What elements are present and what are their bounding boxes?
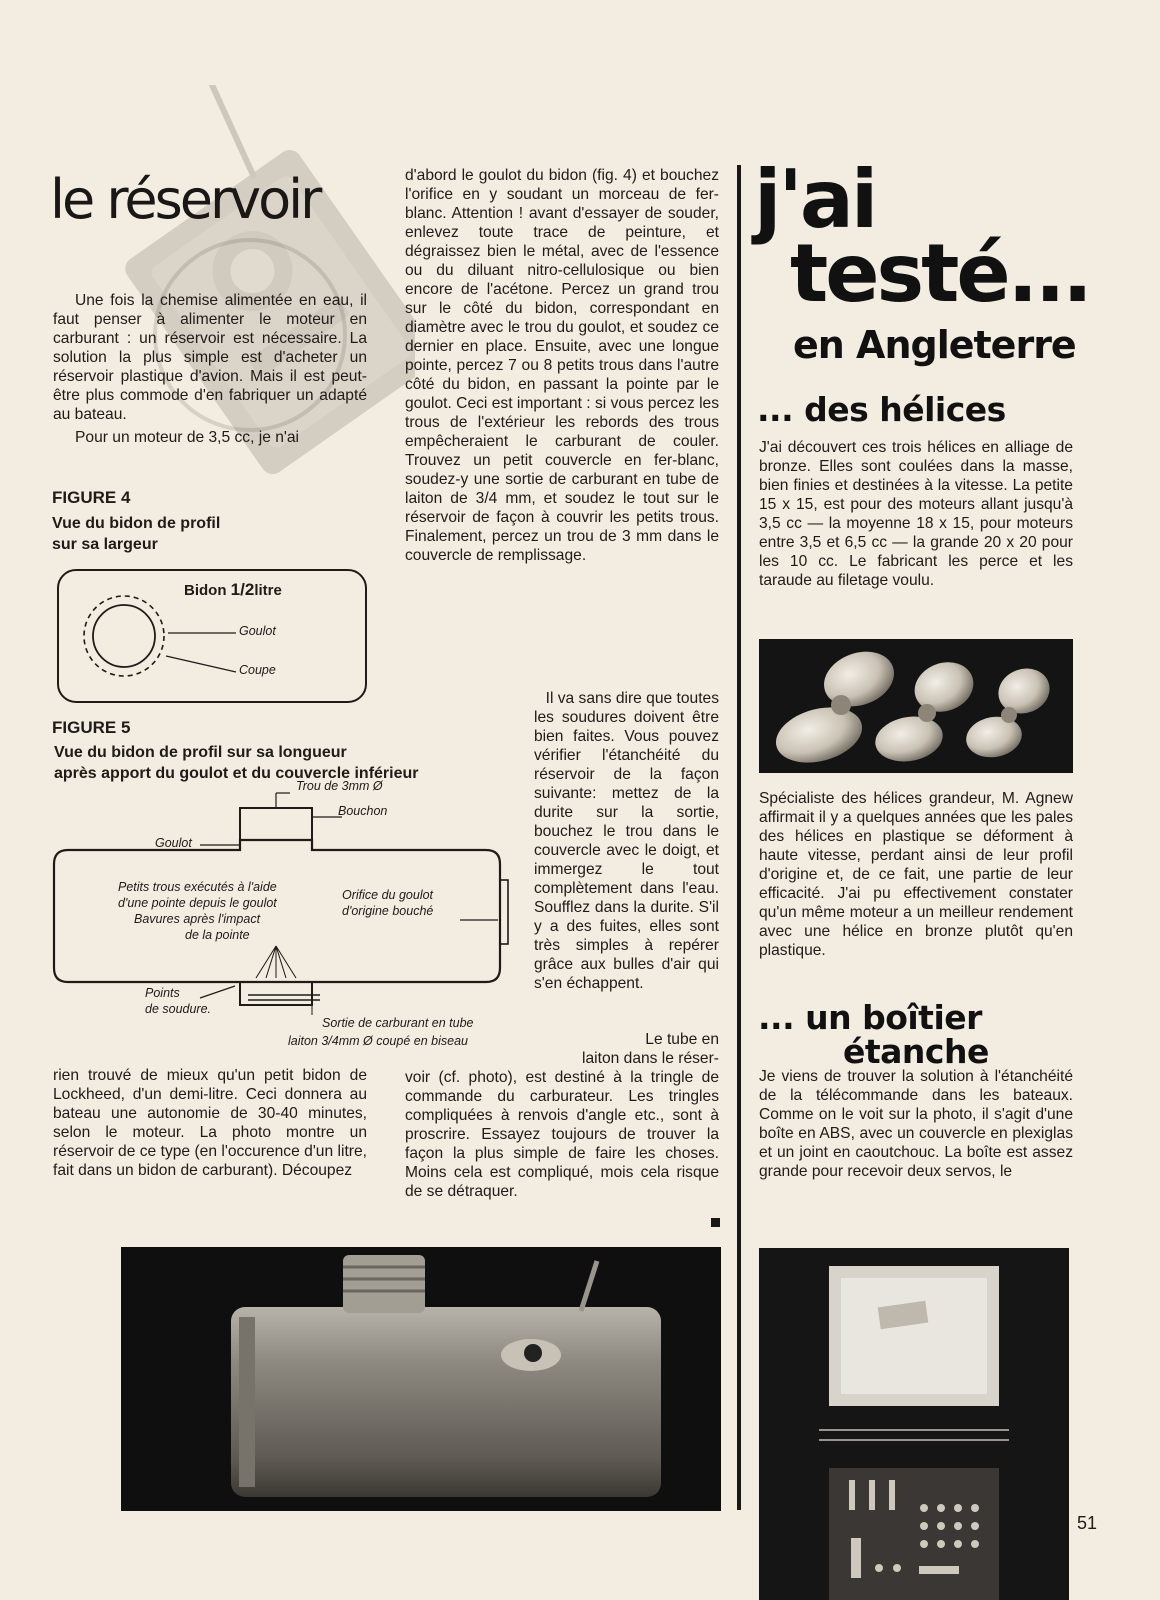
- figure-5-label: FIGURE 5: [52, 718, 131, 737]
- helices-paragraph: J'ai découvert ces trois hélices en alliage de bronze. Elles sont coulées dans la masse, bien finies et destinées à la vitesse. La petite 15 x 15, est pour des moteurs allant jusqu'à 3,5 cc — la moyenne 18 x 15, pour moteurs entre 3,5 et 6,5 cc — la grande 20 x 20 pour les 10 cc. Le fabricant les perce et les taraude au filetage voulu.: [759, 439, 1073, 589]
- headline-en-angleterre: en Angleterre: [793, 323, 1076, 367]
- tank-photo: [121, 1247, 721, 1511]
- middle-paragraph-3-narrow: laiton dans le réser-: [582, 1050, 719, 1067]
- agnew-paragraph: Spécialiste des hélices grandeur, M. Agnew affirmait il y a quelques années que les pales des hélices en plastique se déforment à haute vitesse, perdant ainsi de leur profil d'origine et, de ce fait, une partie de leur efficacité. J'ai pu effectivement constater qu'un même moteur a un meilleur rendement avec une hélice en bronze plutôt qu'en plastique.: [759, 790, 1073, 959]
- boitier-paragraph: Je viens de trouver la solution à l'étanchéité de la télécommande dans les bateaux. Comme on le voit sur la photo, il s'agit d'une boîte en ABS, avec un couvercle en plexiglas et un joint en caoutchouc. La boîte est assez grande pour recevoir deux servos, le: [759, 1068, 1073, 1180]
- intro-paragraph-2: Pour un moteur de 3,5 cc, je n'ai: [75, 429, 300, 446]
- article-title: le réservoir: [50, 168, 320, 231]
- figure-5-goulot-label: Goulot: [155, 836, 192, 850]
- figure-5-bavures-1: Bavures après l'impact: [134, 912, 261, 926]
- figure-5-trou-label: Trou de 3mm Ø: [296, 779, 383, 793]
- figure-4-label: FIGURE 4: [52, 488, 131, 507]
- propellers-photo: [759, 639, 1073, 773]
- middle-paragraph-2: les soudures doivent être bien faites. Vous pouvez vérifier l'étanchéité du réservoir de la façon suivante: mettez de la durite sur la sortie, bouchez le trou dans le couvercle avec le doigt, et immergez le tout complètement dans l'eau. Soufflez dans la durite. S'il y a des fuites, elles sont très simples à repérer grâce aux bulles d'air qui s'en échappent.: [534, 709, 719, 992]
- figure-5-bouchon-label: Bouchon: [338, 804, 388, 818]
- left-bottom-text: rien trouvé de mieux qu'un petit bidon de Lockheed, d'un demi-litre. Ceci donnera au bateau une autonomie de 30-40 minutes, selon le moteur. La photo montre un réservoir de ce type (en l'occurence d'un litre, fait dans un bidon de carburant). Découpez: [53, 1067, 367, 1179]
- figure-5-caption-2: après apport du goulot et du couvercle inférieur: [54, 765, 419, 782]
- bidon-label: Bidon: [184, 582, 227, 599]
- bidon-unit: litre: [254, 582, 282, 599]
- intro-text: [53, 291, 367, 447]
- middle-paragraph-2-start: Il va sans dire que toutes: [545, 690, 719, 707]
- figure-5-orifice-2: d'origine bouché: [342, 904, 434, 918]
- figure-4-coupe-label: Coupe: [239, 663, 276, 677]
- figure-4-title: [184, 580, 282, 600]
- end-mark: [711, 1218, 720, 1227]
- subtitle-boitier: ... un boîtier: [758, 998, 982, 1037]
- figure-5-points-2: de soudure.: [145, 1002, 212, 1016]
- figure-5-petits-trous-1: Petits trous exécutés à l'aide: [118, 880, 277, 894]
- figure-4-goulot-label: Goulot: [239, 624, 276, 638]
- intro-paragraph-1: Une fois la chemise alimentée en eau, il faut penser à alimenter le moteur en carburant : un réservoir est nécessaire. La solution la plus simple est d'acheter un réservoir plastique d'avion. Mais il est peut-être plus commode d'en fabriquer un adapté au bateau.: [53, 292, 367, 423]
- box-photo: [759, 1248, 1069, 1600]
- figure-4-diagram: [56, 568, 370, 706]
- figure-5-petits-trous-2: d'une pointe depuis le goulot: [118, 896, 277, 910]
- figure-5-bavures-2: de la pointe: [185, 928, 250, 942]
- page-number: 51: [1077, 1513, 1098, 1533]
- figure-5-sortie-1: Sortie de carburant en tube: [322, 1016, 474, 1030]
- figure-5-points-1: Points: [145, 986, 180, 1000]
- subtitle-helices: ... des hélices: [757, 390, 1006, 429]
- middle-paragraph-3: voir (cf. photo), est destiné à la tringle de commande du carburateur. Les tringles compliquées à renvois d'angle etc., sont à proscrire. Essayez toujours de trouver la façon la plus simple de faire les choses. Moins cela est compliqué, mois cela risque de se détraquer.: [405, 1069, 719, 1200]
- figure-5-orifice-1: Orifice du goulot: [342, 888, 434, 902]
- figure-4-caption-2: sur sa largeur: [52, 536, 158, 553]
- middle-paragraph-1: d'abord le goulot du bidon (fig. 4) et bouchez l'orifice en y soudant un morceau de fer-blanc. Attention ! avant d'essayer de souder, enlevez toute trace de peinture, et dégraissez bien le métal, avec de l'essence ou du diluant nitro-cellulosique ou bien encore de l'acétone. Percez un grand trou sur le côté du bidon, correspondant en diamètre avec le trou du goulot, et soudez ce dernier en place. Ensuite, avec une longue pointe, percez 7 ou 8 petits trous dans l'autre côté du bidon, en passant la pointe par le goulot. Ceci est important : si vous percez les trous de l'extérieur les rebords des trous empêcheraient le carburant de couler. Trouvez un petit couvercle en fer-blanc, soudez-y une sortie de carburant en tube de laiton de 3/4 mm, et soudez le tout sur le réservoir de façon à couvrir les petits trous. Finalement, percez un trou de 3 mm dans le couvercle de remplissage.: [405, 167, 719, 564]
- figure-5-caption-1: Vue du bidon de profil sur sa longueur: [54, 744, 347, 761]
- figure-5-sortie-2: laiton 3/4mm Ø coupé en biseau: [288, 1034, 468, 1048]
- figure-4-caption-1: Vue du bidon de profil: [52, 515, 221, 532]
- middle-paragraph-3-start: Le tube en: [645, 1031, 719, 1048]
- headline-teste: testé...: [790, 227, 1090, 320]
- figure-5-diagram: [50, 779, 520, 1050]
- bidon-fraction: 1/2: [230, 580, 255, 599]
- subtitle-etanche: étanche: [843, 1032, 989, 1071]
- headline-jai: j'ai: [754, 153, 876, 246]
- column-divider: [737, 165, 741, 1510]
